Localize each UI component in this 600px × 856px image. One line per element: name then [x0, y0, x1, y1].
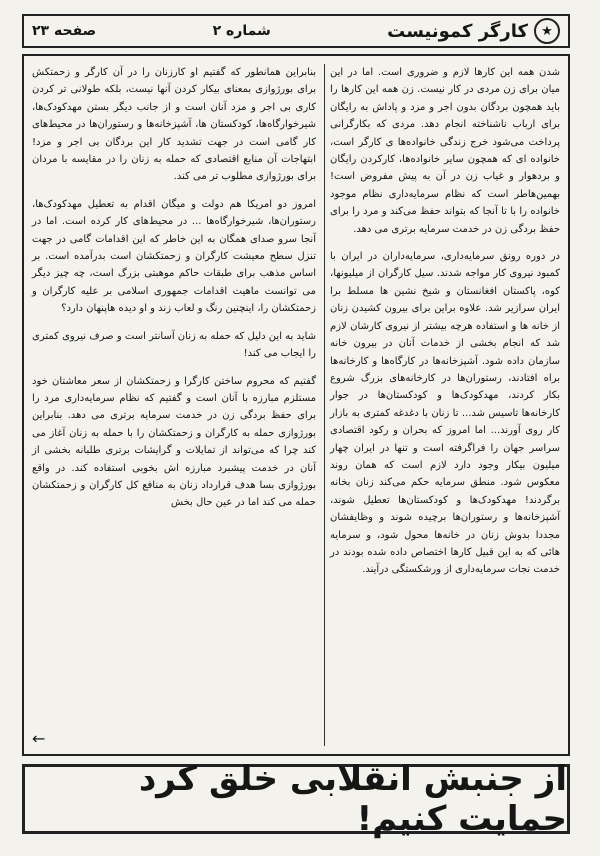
right-paragraph-1: شدن همه این کارها لازم و ضروری است. اما در این میان برای زن مردی در کار نیست. زن همه این کارها را باید همچون بردگان بدون اجر و مزد و پاداش به رایگان برای ارباب ناشناخته انجام دهد. مردی که بکارگرانی پرداخت می‌شود خرج زندگی خانواده‌ها ی کارگر است، خانواده ای که همچون سایر خانواده‌ها، کارکردن رایگان و بردهوار و غیاب زن در آن به پیش مفروض است! بهمین‌هاطر است که نظام سرمایه‌داری نظام موجود خانواده را با تا آنجا که بتواند حفظ می‌کند و مرد را برای حفظ بردگی زن در خدمت سرمایه برتری می دهد.: [330, 67, 560, 235]
left-paragraph-1: بنابراین همانطور که گفتیم او کارزنان را در آن کارگر و زحمتکش برای بورژوازی بمعنای بیکار کردن آنها نیست، بلکه طولانی تر کردن کاری بی اجر و مزد آنان است و از جانب دیگر بستن مهدکودک‌ها، شیرخوارگاه‌ها، کودکستان ها، آشپزخانه‌ها و رستوران‌ها در محیط‌های کار گامی است در جهت تشدید کار این بردگان بی اجر و مزد! ابتهاجات آن منابع اقتصادی که حمله به زنان را در مقایسه با مردان برای بورژوازی مطلوب تر می کند.: [32, 67, 316, 183]
star-emblem-icon: ★: [534, 18, 560, 44]
masthead: [387, 18, 560, 44]
slogan-text: از جنبش انقلابی خلق کرد حمایت کنیم!: [138, 759, 567, 839]
continued-arrow-icon: ←: [32, 729, 46, 748]
article-frame: [22, 54, 570, 756]
slogan-banner: [22, 759, 570, 839]
right-paragraph-2: در دوره رونق سرمایه‌داری، سرمایه‌داران در ایران با کمبود نیروی کار مواجه شدند. سیل کارگران از میلیونها، کوه، پاکستان افغانستان و شیخ نشین ها مسلط برا ایران سرازیر شد. علاوه براین برای بیرون کشیدن زنان از خانه ها و استفاده هرچه بیشتر از نیروی کارشان لازم شد که انجام بخشی از خدمات آنان در بیرون خانه سازمان داده شود. آشپزخانه‌ها در کارگاه‌ها و کارخانه‌ها براه افتادند، رستوران‌ها در کارخانه‌های بزرگ شروع بکار کردند، مهدکودک‌ها و کودکستان‌ها در جوار کارخانه‌ها تاسیس شد... تا زنان با دغدغه کمتری به بازار کار روی آورند... اما امروز که بحران و رکود اقتصادی سراسر جهان را فراگرفته است و تنها در ایران چهار میلیون بیکار وجود دارد لازم است که همان روند معکوس شود. منطق سرمایه حکم می‌کند زنان بخانه برگردند! مهدکودک‌ها و کودکستان‌ها تعطیل شوند، آشپزخانه‌ها و رستوران‌ها برچیده شوند و وظایفشان مجددا بدوش زنان در خانه‌ها محول شود، و سرمایه هائی که به این قبیل کارها اختصاص داده شده بودند در خدمت نجات سرمایه‌داری از ورشکستگی درآیند.: [330, 251, 560, 576]
page-header: [22, 14, 570, 48]
masthead-title: کارگر کمونیست: [387, 20, 528, 42]
page-number: صفحه ۲۳: [32, 23, 97, 39]
left-paragraph-2: امروز دو امریکا هم دولت و میگان اقدام به تعطیل مهدکودک‌ها، رستوران‌ها، شیرخوارگاه‌ها ... در محیط‌های کار کرده است. اما در آنجا سرو صدای همگان به این خاطر که این اقدامات گامی در جهت تنزل سطح معیشت کارگران و زحمتکشان است بدرآمده است. بر اساس مذهب برای طبقات حاکم موهبتی بزرگ است، چه چیز دیگر می توانست ماهیت اقدامات جمهوری اسلامی بر علیه کارگران و زحمتکشان را، اینچنین رنگ و لعاب زند و او دیده هاپنهان دارد؟: [32, 198, 316, 315]
column-divider: [324, 64, 325, 746]
left-paragraph-3: شاید به این دلیل که حمله به زنان آسانتر است و صرف نیروی کمتری را ایجاب می کند!: [32, 330, 316, 360]
left-column: [32, 64, 316, 522]
right-column: [330, 64, 560, 589]
left-paragraph-4: گفتیم که محروم ساختن کارگرا و زحمتکشان از سعر معاشتان خود مستلزم مبارزه با آنان است و گفتیم که نظام سرمایه‌داری مرد را برای حفظ بردگی زن در خدمت سرمایه برتری می دهد. بنابراین بورژوازی حمله به کارگران و زحمتکشان را با حمله به زنان آغاز می کند چرا که می‌تواند از تمایلات و گرایشات برتری طلبانه بخشی از آنان در خدمت پیشبرد مبارزه اش بخوبی استفاده کند. در واقع بورژوازی بسا هدف قرارداد زنان به منافع کل کارگران و زحمتکشان حمله می کند اما در عین حال بخش: [32, 375, 316, 509]
issue-number: شماره ۲: [212, 23, 271, 39]
